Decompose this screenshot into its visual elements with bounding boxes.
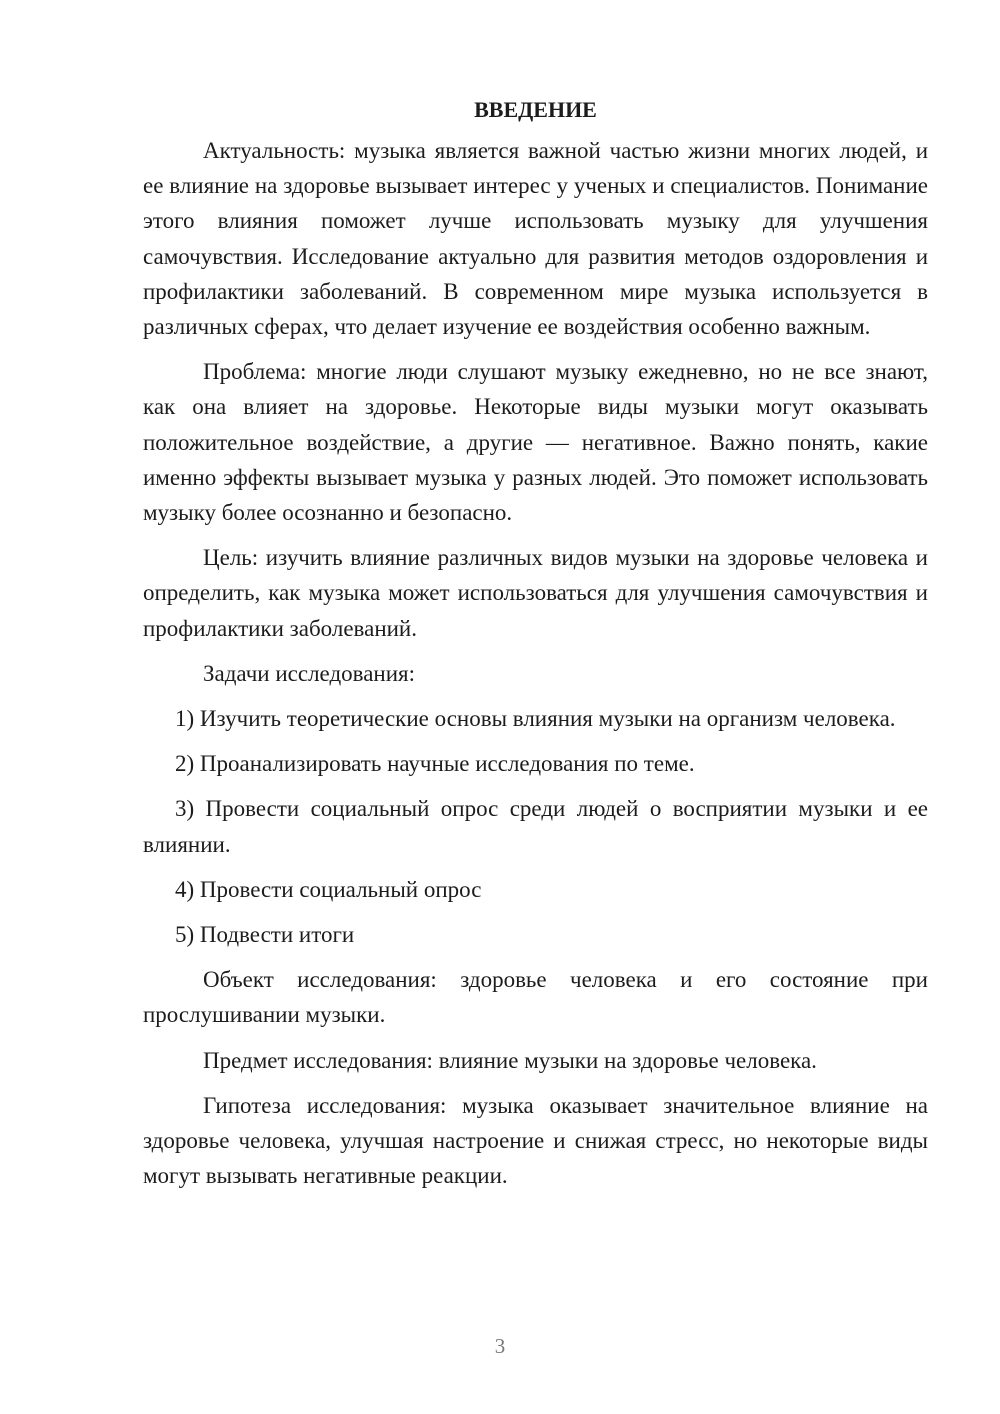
- object-paragraph: Объект исследования: здоровье человека и его состояние при прослушивании музыки.: [143, 967, 928, 1028]
- relevance-paragraph: Актуальность: музыка является важной частью жизни многих людей, и ее влияние на здоровье вызывает интерес у ученых и специалистов. Понимание этого влияния поможет лучше использовать музыку для улучшения самочувствия. Исследование актуально для развития методов оздоровления и профилактики заболеваний. В современном мире музыка используется в различных сферах, что делает изучение ее воздействия особенно важным.: [143, 138, 928, 340]
- hypothesis-paragraph: Гипотеза исследования: музыка оказывает значительное влияние на здоровье человека, улучшая настроение и снижая стресс, но некоторые виды могут вызывать негативные реакции.: [143, 1092, 928, 1189]
- problem-paragraph: Проблема: многие люди слушают музыку ежедневно, но не все знают, как она влияет на здоровье. Некоторые виды музыки могут оказывать положительное воздействие, а другие — негативное. Важно понять, какие именно эффекты вызывает музыка у разных людей. Это поможет использовать музыку более осознанно и безопасно.: [143, 359, 928, 526]
- goal-paragraph: Цель: изучить влияние различных видов музыки на здоровье человека и определить, как музыка может использоваться для улучшения самочувствия и профилактики заболеваний.: [143, 545, 928, 641]
- page-number: 3: [494, 1334, 506, 1358]
- page-title: ВВЕДЕНИЕ: [474, 97, 597, 122]
- task-item: 3) Провести социальный опрос среди людей о восприятии музыки и ее влиянии.: [143, 796, 928, 857]
- task-item: 4) Провести социальный опрос: [175, 876, 482, 902]
- task-item: 1) Изучить теоретические основы влияния музыки на организм человека.: [175, 706, 896, 732]
- task-item: 5) Подвести итоги: [175, 922, 355, 948]
- document-body: [143, 92, 928, 1203]
- tasks-title: Задачи исследования:: [203, 660, 416, 686]
- subject-paragraph: Предмет исследования: влияние музыки на здоровье человека.: [203, 1047, 817, 1073]
- task-item: 2) Проанализировать научные исследования по теме.: [175, 751, 695, 777]
